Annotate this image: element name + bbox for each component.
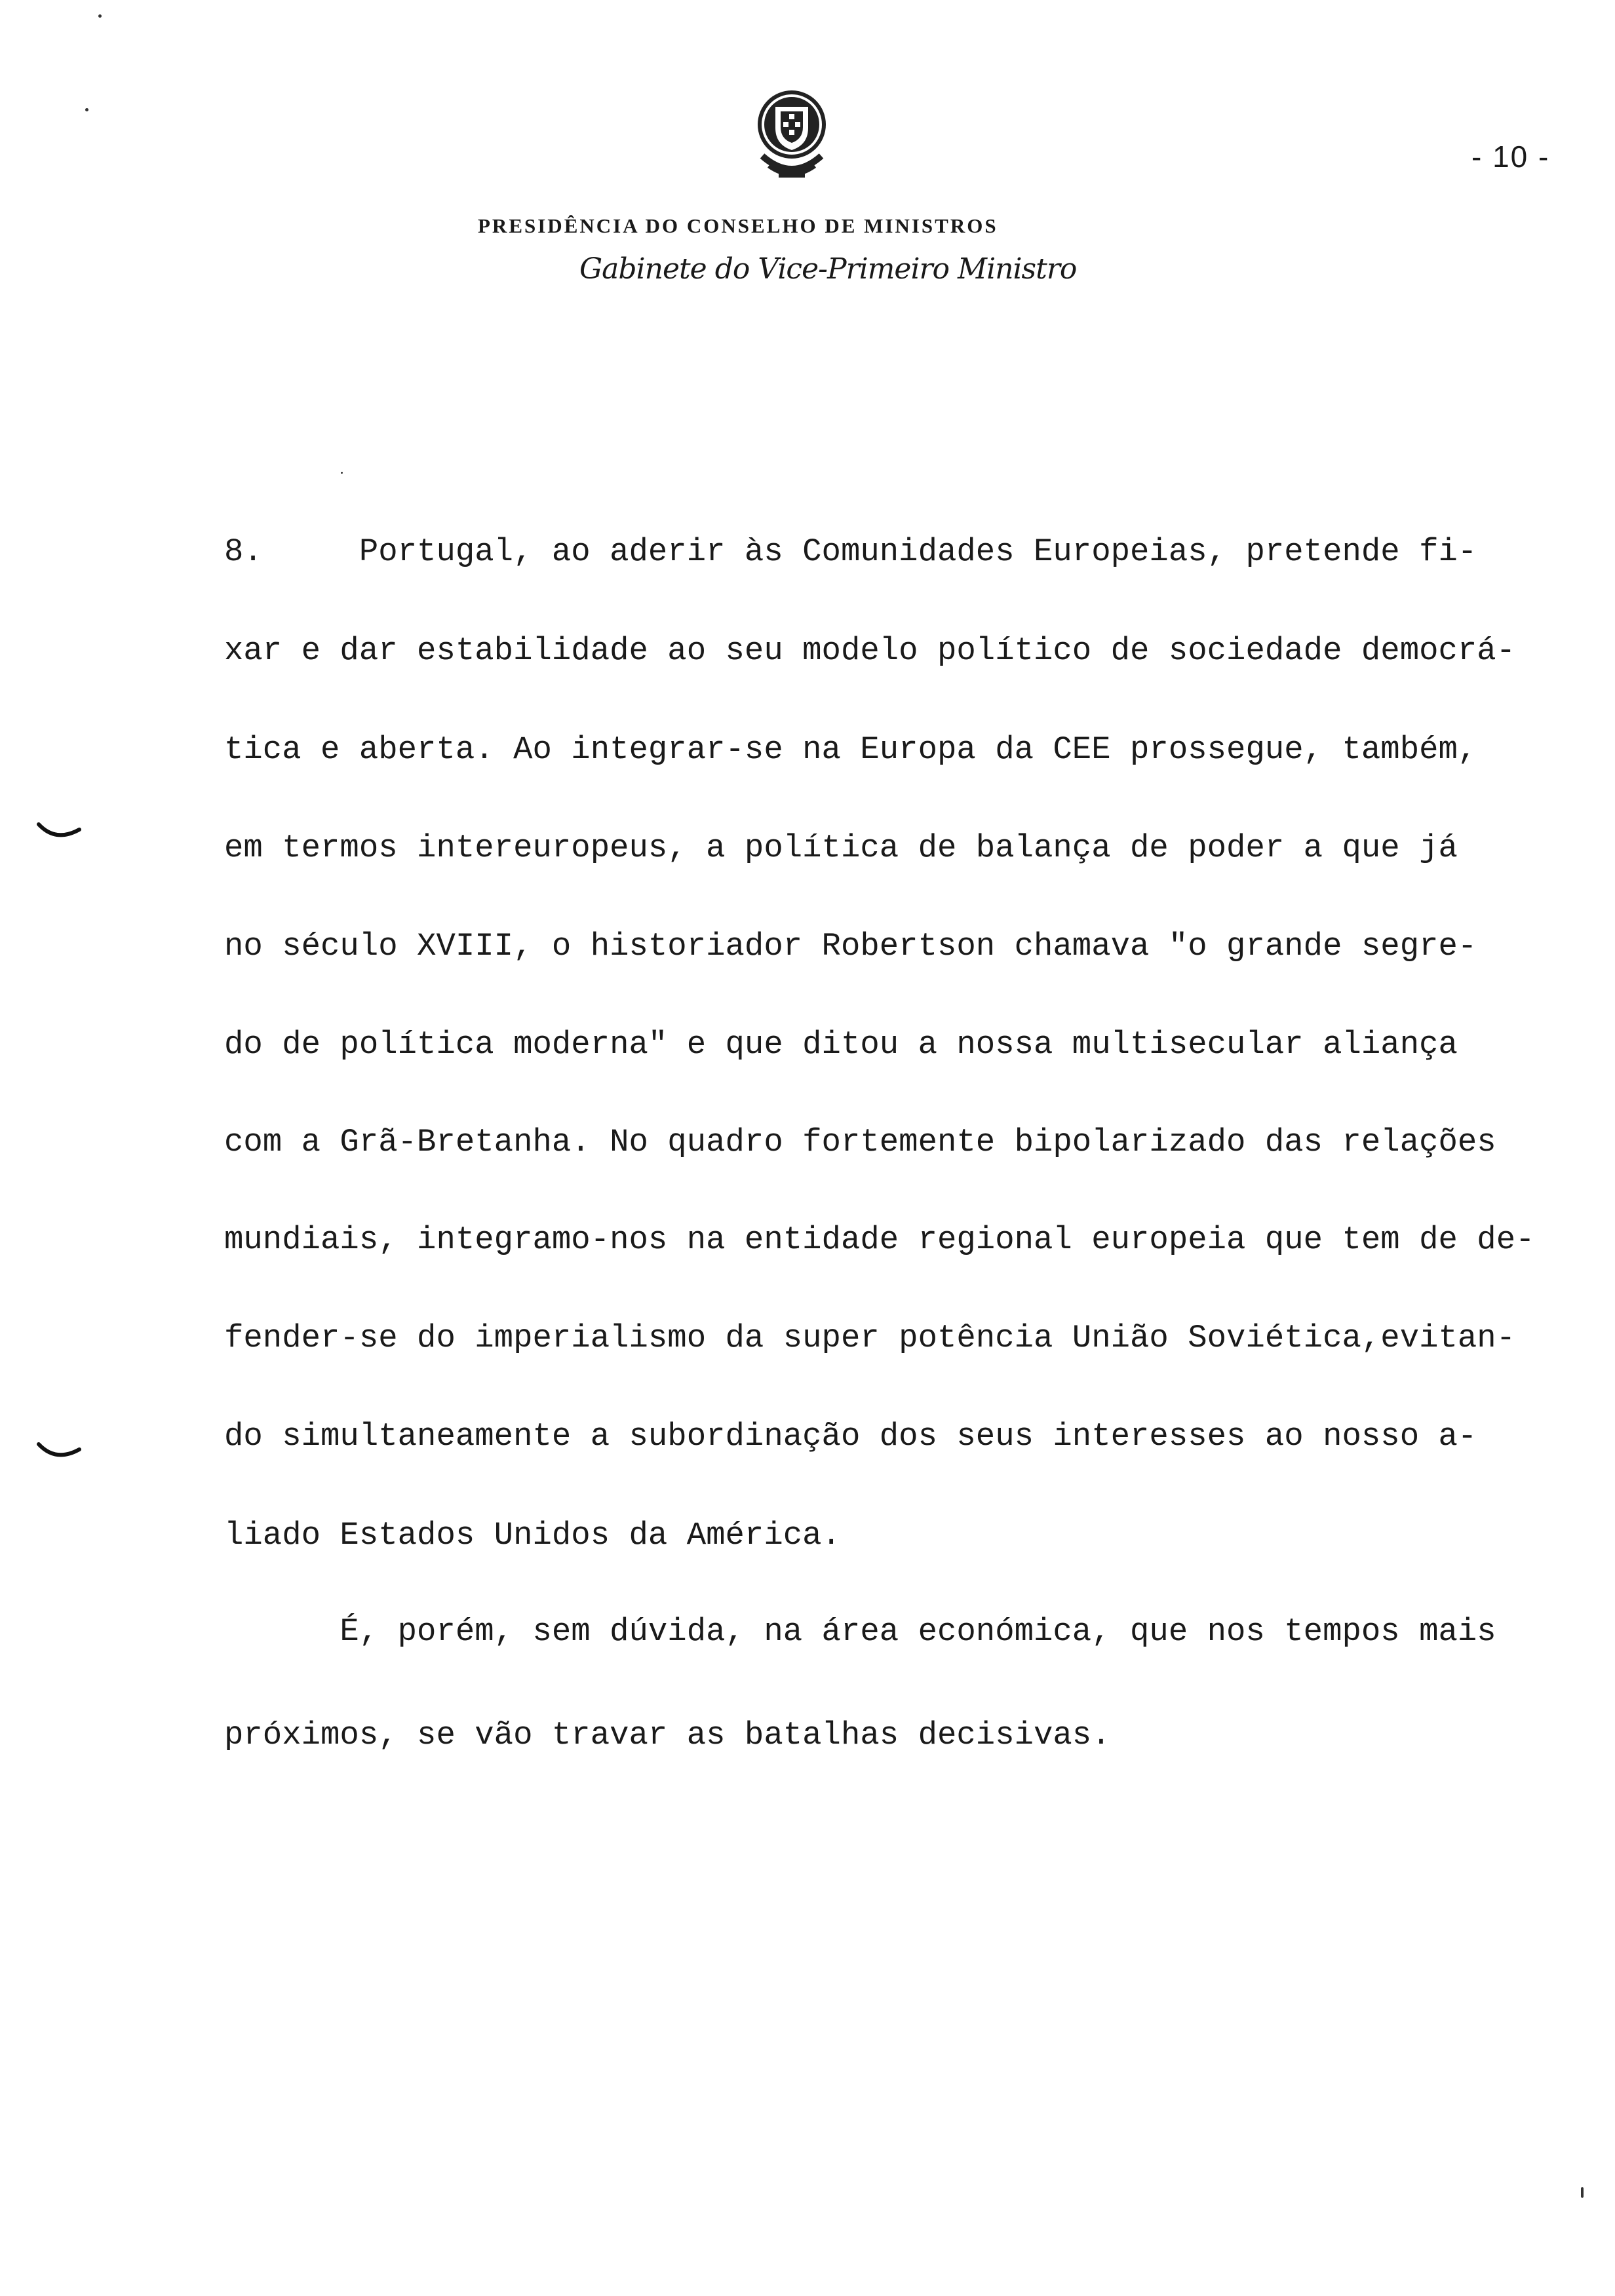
- body-line: próximos, se vão travar as batalhas decisivas.: [224, 1717, 1111, 1753]
- body-line: tica e aberta. Ao integrar-se na Europa da CEE prossegue, também,: [224, 731, 1477, 768]
- body-line: fender-se do imperialismo da super potência União Soviética,evitan-: [224, 1320, 1516, 1356]
- body-line: liado Estados Unidos da América.: [224, 1517, 841, 1554]
- office-subtitle: Gabinete do Vice-Primeiro Ministro: [579, 252, 1077, 286]
- organization-title: PRESIDÊNCIA DO CONSELHO DE MINISTROS: [478, 214, 998, 237]
- body-line: com a Grã-Bretanha. No quadro fortemente bipolarizado das relações: [224, 1124, 1496, 1160]
- body-line: no século XVIII, o historiador Robertson chamava "o grande segre-: [224, 928, 1477, 965]
- page-number: - 10 -: [1471, 140, 1550, 174]
- body-line: É, porém, sem dúvida, na área económica, que nos tempos mais: [224, 1613, 1496, 1650]
- body-line: 8. Portugal, ao aderir às Comunidades Europeias, pretende fi-: [224, 533, 1477, 570]
- body-line: do de política moderna" e que ditou a nossa multisecular aliança: [224, 1026, 1458, 1063]
- speck: [98, 14, 102, 18]
- punch-hole-mark: [36, 820, 82, 847]
- punch-hole-mark: [36, 1440, 82, 1466]
- speck: [1581, 2187, 1584, 2198]
- body-line: em termos intereuropeus, a política de balança de poder a que já: [224, 830, 1458, 866]
- speck: [85, 108, 88, 111]
- coat-of-arms-icon: [743, 84, 841, 189]
- speck: [341, 472, 343, 474]
- body-line: do simultaneamente a subordinação dos seus interesses ao nosso a-: [224, 1418, 1477, 1455]
- body-line: xar e dar estabilidade ao seu modelo político de sociedade democrá-: [224, 632, 1516, 669]
- body-line: mundiais, integramo-nos na entidade regional europeia que tem de de-: [224, 1221, 1535, 1258]
